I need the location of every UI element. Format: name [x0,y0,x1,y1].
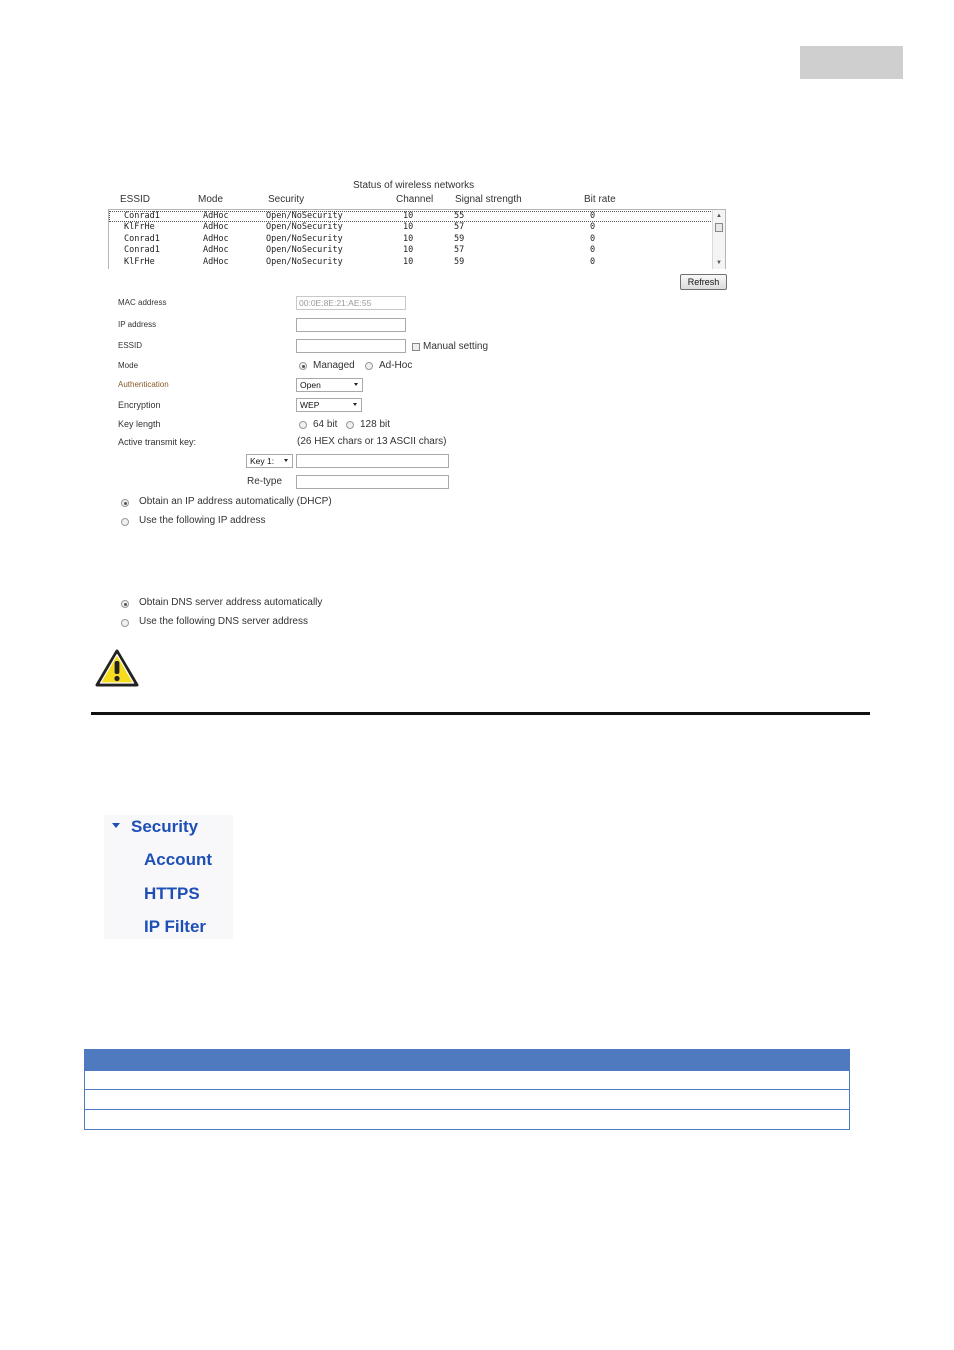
table-row [84,1070,850,1090]
network-channel: 10 [403,233,414,244]
authentication-value: Open [300,380,321,390]
network-channel: 10 [403,222,414,233]
network-channel: 10 [403,211,414,221]
network-bitrate: 0 [590,245,596,256]
key-index-select[interactable] [246,454,293,468]
menu-security[interactable]: Security [131,817,199,836]
wireless-status-title: Status of wireless networks [353,180,475,191]
section-divider [91,712,870,715]
network-signal: 59 [454,256,465,267]
encryption-label: Encryption [118,400,161,410]
column-header-bit-rate: Bit rate [584,194,616,205]
column-header-mode: Mode [198,194,224,205]
key-index-value: Key 1: [250,456,275,466]
dns-manual-radio[interactable] [121,619,129,627]
chevron-down-icon [354,383,358,386]
column-header-security: Security [268,194,305,205]
static-ip-label: Use the following IP address [139,515,266,526]
network-mode: AdHoc [203,222,229,233]
key-length-label: Key length [118,419,161,429]
scroll-thumb[interactable] [715,223,723,232]
page-corner-box [800,46,903,79]
chevron-down-icon [284,459,288,462]
menu-item-account[interactable]: Account [144,850,212,869]
column-header-signal-strength: Signal strength [455,194,522,205]
manual-setting-label: Manual setting [423,341,489,352]
network-security: Open/NoSecurity [266,233,343,244]
network-bitrate: 0 [590,233,596,244]
dns-manual-label: Use the following DNS server address [139,616,308,627]
table-row [84,1090,850,1110]
mode-managed-label: Managed [313,360,355,371]
network-signal: 57 [454,222,465,233]
network-essid: Conrad1 [124,211,160,221]
active-transmit-key-label: Active transmit key: [118,437,197,447]
ip-address-label: IP address [118,320,157,329]
static-ip-radio[interactable] [121,518,129,526]
network-row[interactable] [109,257,713,268]
network-security: Open/NoSecurity [266,222,343,233]
encryption-value: WEP [300,400,320,410]
network-security: Open/NoSecurity [266,211,343,221]
network-mode: AdHoc [203,245,229,256]
wep-key-retype-field[interactable] [296,475,449,489]
mode-adhoc-label: Ad-Hoc [379,360,413,371]
retype-label: Re-type [247,476,283,487]
key-64-radio[interactable] [299,421,307,429]
menu-item-https[interactable]: HTTPS [144,884,200,903]
network-bitrate: 0 [590,256,596,267]
essid-field[interactable] [296,339,406,353]
network-essid: Conrad1 [124,245,160,256]
network-signal: 59 [454,233,465,244]
network-row[interactable] [109,245,713,256]
warning-icon [95,649,139,688]
dns-auto-label: Obtain DNS server address automatically [139,597,323,608]
table-header [84,1049,850,1070]
essid-label: ESSID [118,341,143,350]
mac-address-label: MAC address [118,298,167,307]
network-channel: 10 [403,245,414,256]
expand-triangle-icon[interactable] [112,823,120,828]
network-mode: AdHoc [203,233,229,244]
key-format-hint: (26 HEX chars or 13 ASCII chars) [297,436,447,447]
network-channel: 10 [403,256,414,267]
table-row [84,1110,850,1130]
mode-label: Mode [118,361,139,370]
key-128-label: 128 bit [360,419,391,430]
key-64-label: 64 bit [313,419,338,430]
network-bitrate: 0 [590,222,596,233]
mode-managed-radio[interactable] [299,362,307,370]
network-signal: 55 [454,211,465,221]
network-essid: KlFrHe [124,222,155,233]
mac-address-field: 00:0E:8E:21:AE:55 [296,296,406,310]
network-signal: 57 [454,245,465,256]
wep-key-field[interactable] [296,454,449,468]
authentication-label: Authentication [118,380,169,389]
dhcp-radio[interactable] [121,499,129,507]
network-row[interactable] [109,222,713,233]
scroll-up-icon[interactable]: ▲ [716,213,722,219]
key-128-radio[interactable] [346,421,354,429]
wireless-network-list[interactable] [108,209,726,269]
chevron-down-icon [353,403,357,406]
ip-address-field[interactable] [296,318,406,332]
network-mode: AdHoc [203,211,229,221]
network-essid: Conrad1 [124,233,160,244]
network-row[interactable] [109,211,713,222]
dhcp-label: Obtain an IP address automatically (DHCP) [139,496,332,507]
dns-auto-radio[interactable] [121,600,129,608]
encryption-select[interactable] [296,398,362,412]
network-bitrate: 0 [590,211,596,221]
column-header-channel: Channel [396,194,434,205]
network-security: Open/NoSecurity [266,256,343,267]
mode-adhoc-radio[interactable] [365,362,373,370]
scroll-down-icon[interactable]: ▼ [716,260,722,266]
refresh-button[interactable]: Refresh [680,274,727,290]
network-row[interactable] [109,234,713,245]
network-mode: AdHoc [203,256,229,267]
manual-setting-checkbox[interactable] [412,343,420,351]
security-menu [104,815,233,939]
column-header-essid: ESSID [120,194,151,205]
network-essid: KlFrHe [124,256,155,267]
settings-table [84,1049,850,1130]
network-security: Open/NoSecurity [266,245,343,256]
list-scrollbar[interactable] [712,210,725,269]
authentication-select[interactable] [296,378,363,392]
menu-item-ip-filter[interactable]: IP Filter [144,917,207,936]
